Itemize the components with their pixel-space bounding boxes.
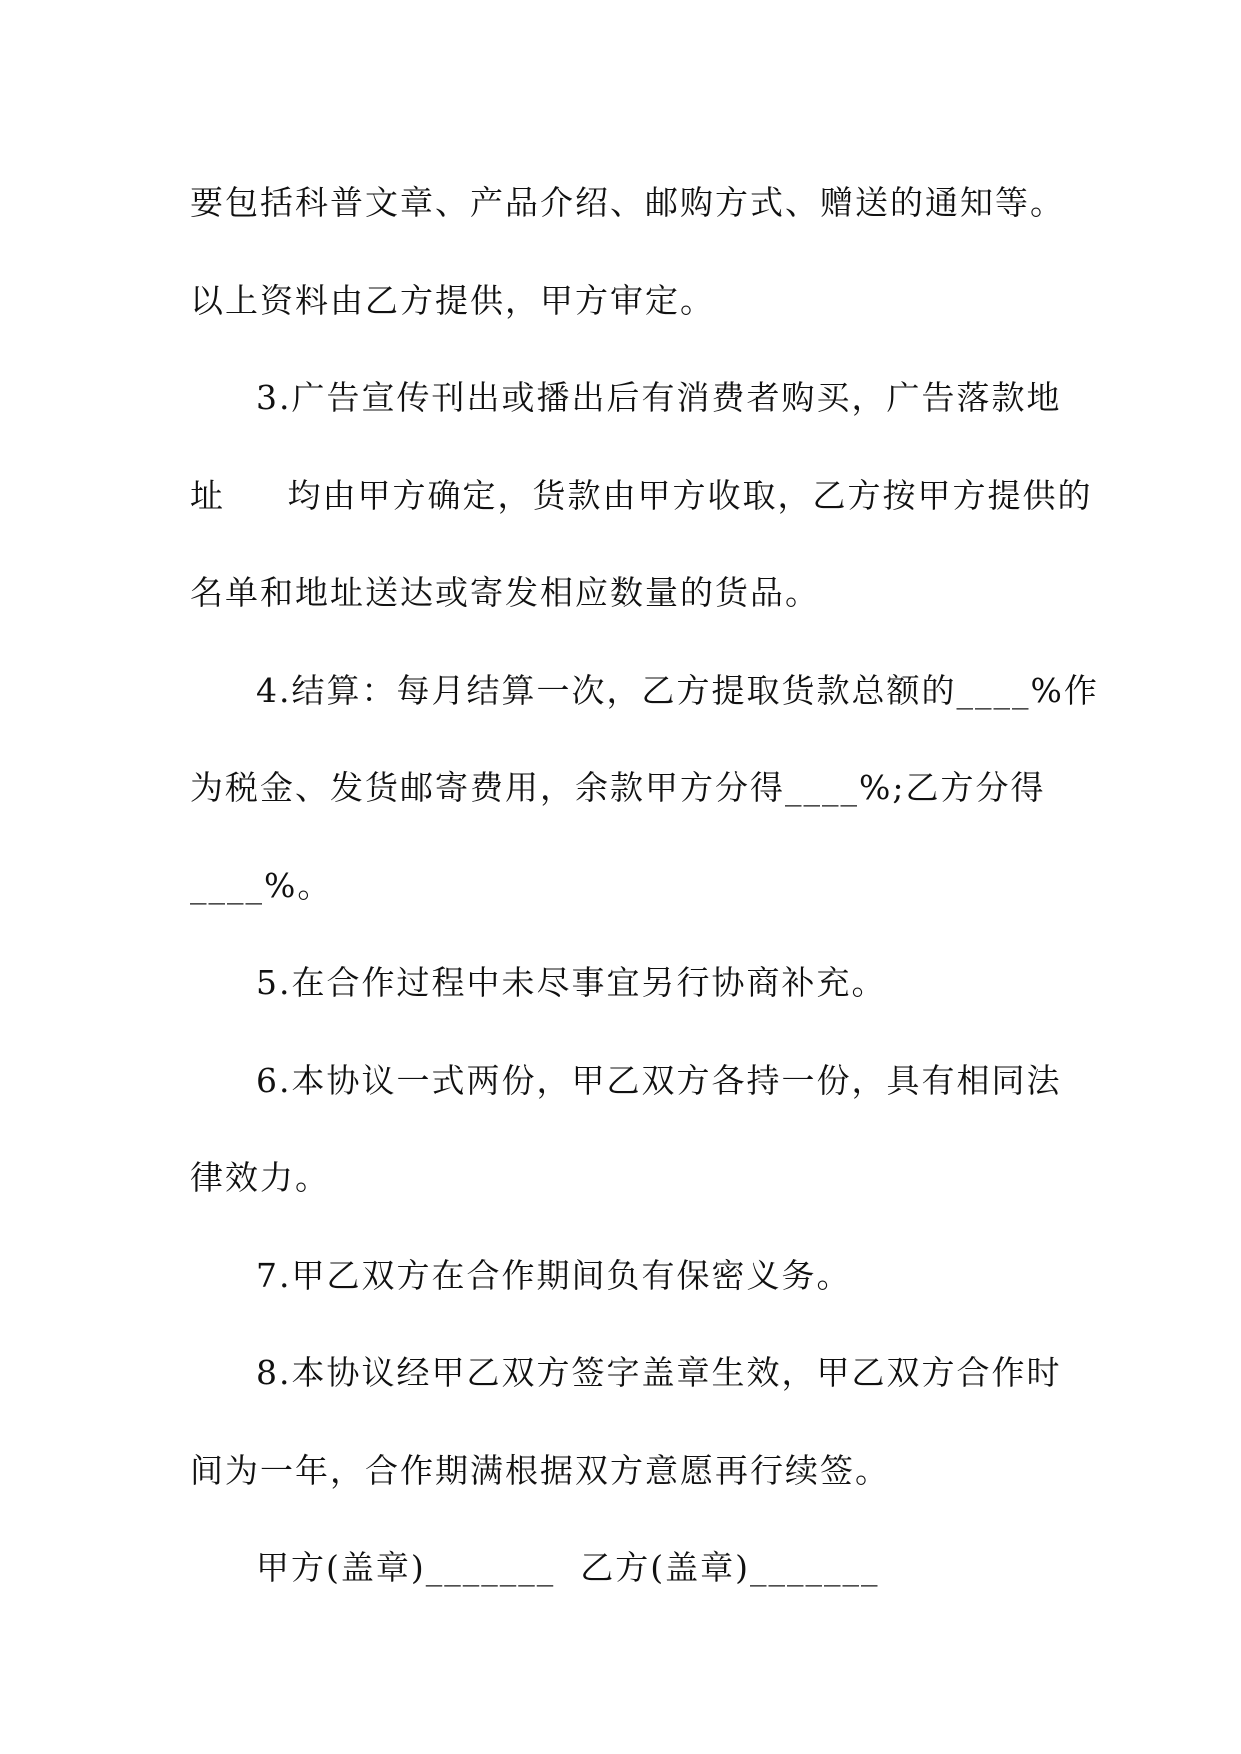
clause-7-line: 7.甲乙双方在合作期间负有保密义务。: [256, 1256, 852, 1295]
paragraph-line: 以上资料由乙方提供，甲方审定。: [190, 281, 715, 320]
clause-4-line: 4.结算：每月结算一次，乙方提取货款总额的____%作: [256, 671, 1099, 710]
clause-5-line: 5.在合作过程中未尽事宜另行协商补充。: [256, 963, 887, 1002]
clause-8-line: 间为一年，合作期满根据双方意愿再行续签。: [190, 1451, 890, 1490]
clause-4-line: ____%。: [190, 866, 333, 905]
clause-6-line: 6.本协议一式两份，甲乙双方各持一份，具有相同法: [256, 1061, 1062, 1100]
clause-3-line: 3.广告宣传刊出或播出后有消费者购买，广告落款地: [256, 378, 1062, 417]
clause-4-line: 为税金、发货邮寄费用，余款甲方分得____%;乙方分得: [190, 768, 1046, 807]
clause-8-line: 8.本协议经甲乙双方签字盖章生效，甲乙双方合作时: [256, 1353, 1062, 1392]
clause-3-line: 名单和地址送达或寄发相应数量的货品。: [190, 573, 820, 612]
paragraph-line: 要包括科普文章、产品介绍、邮购方式、赠送的通知等。: [190, 183, 1065, 222]
clause-6-line: 律效力。: [190, 1158, 330, 1197]
signature-line: 甲方(盖章)_______ 乙方(盖章)_______: [256, 1548, 880, 1587]
clause-3-line: 址 均由甲方确定，货款由甲方收取，乙方按甲方提供的: [190, 476, 1093, 515]
